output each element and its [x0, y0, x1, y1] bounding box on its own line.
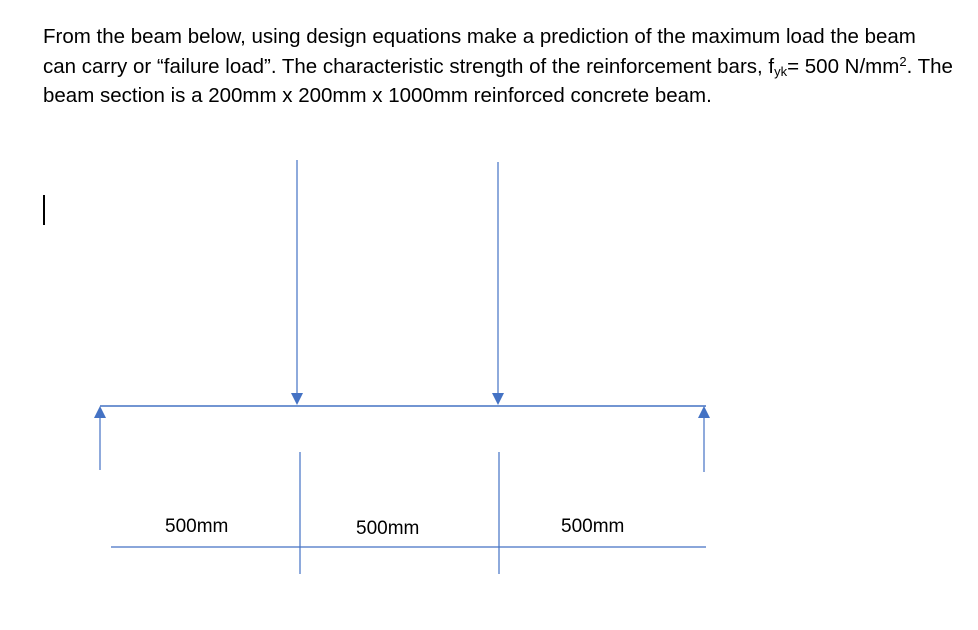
span-label-1: 500mm: [165, 516, 229, 537]
span-label-3: 500mm: [561, 516, 625, 537]
support-reaction-right: [698, 406, 710, 472]
unit-superscript: 2: [899, 53, 907, 69]
fyk-value: = 500 N/mm: [787, 54, 900, 78]
point-load-2: [492, 162, 504, 405]
point-load-1: [291, 160, 303, 405]
span-label-2: 500mm: [356, 518, 420, 539]
section-text: . The beam section is a 200mm x 200mm x 1000mm reinforced concrete beam.: [43, 54, 953, 107]
question-intro: From the beam below, using design equations make a prediction of the maximum load the beam can carry or “failure load”. The characteristic strength of the reinforcement bars, f: [43, 25, 916, 78]
fyk-subscript: yk: [774, 63, 788, 79]
load-2-arrowhead: [492, 393, 504, 405]
reaction-right-arrowhead: [698, 406, 710, 418]
reaction-left-arrowhead: [94, 406, 106, 418]
support-reaction-left: [94, 406, 106, 470]
load-1-arrowhead: [291, 393, 303, 405]
